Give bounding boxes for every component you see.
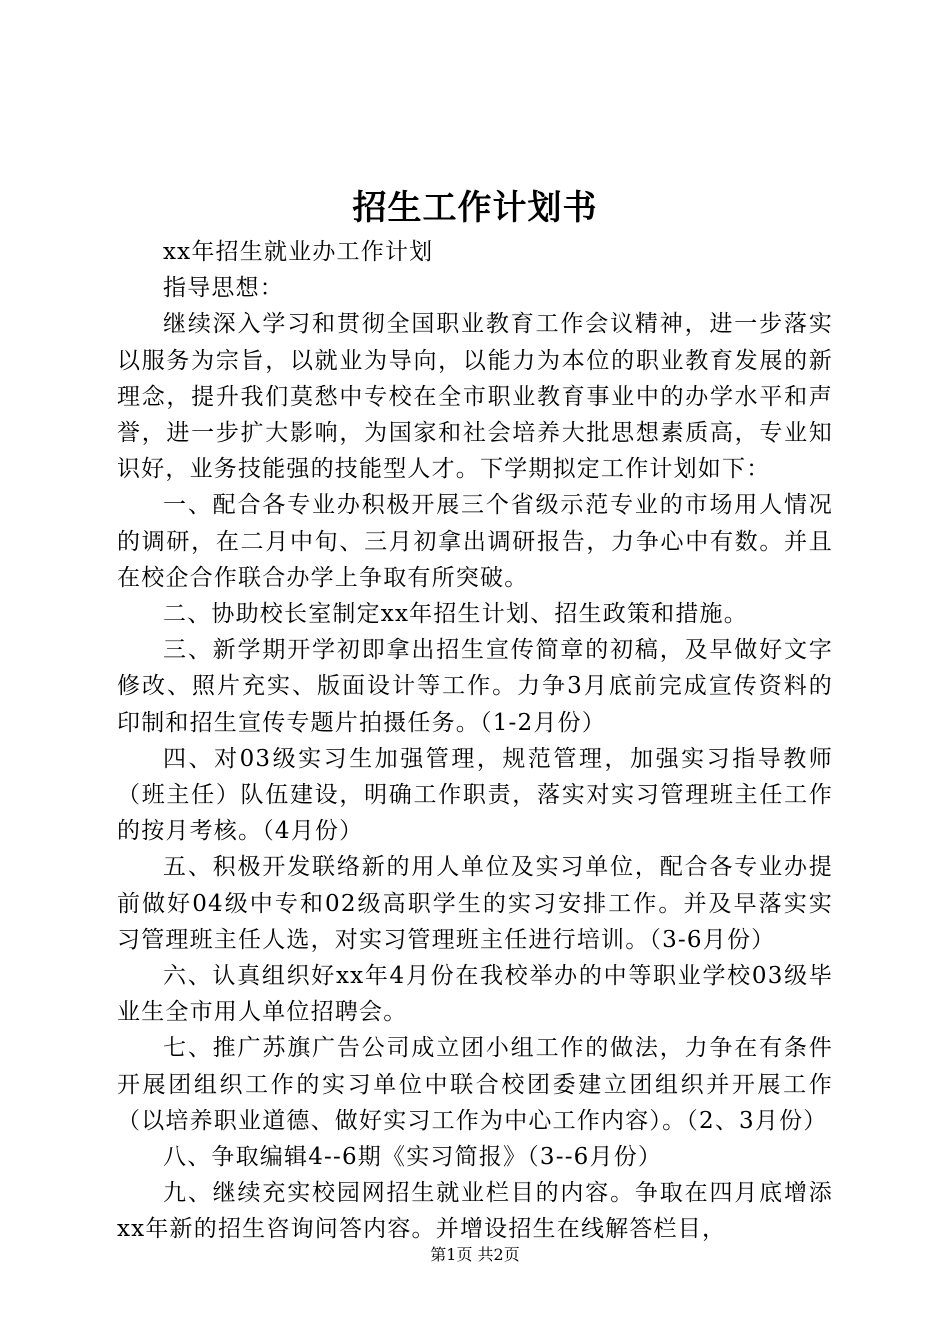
paragraph: 七、推广苏旗广告公司成立团小组工作的做法，力争在有条件开展团组织工作的实习单位中联合校团委建立团组织并开展工作（以培养职业道德、做好实习工作为中心工作内容）。（2、3月份） [117, 1035, 833, 1134]
page-footer: 第1页 共2页 [430, 1245, 520, 1264]
document-body [117, 234, 833, 1248]
document-title: 招生工作计划书 [352, 188, 598, 228]
paragraph: 指导思想： [163, 275, 284, 302]
paragraph: 三、新学期开学初即拿出招生宣传简章的初稿，及早做好文字修改、照片充实、版面设计等工作。力争3月底前完成宣传资料的印制和招生宣传专题片拍摄任务。（1-2月份） [117, 637, 833, 736]
paragraph: 二、协助校长室制定xx年招生计划、招生政策和措施。 [163, 601, 748, 628]
paragraph: 九、继续充实校园网招生就业栏目的内容。争取在四月底增添xx年新的招生咨询问答内容。并增设招生在线解答栏目， [117, 1180, 833, 1243]
paragraph: 四、对03级实习生加强管理，规范管理，加强实习指导教师（班主任）队伍建设，明确工作职责，落实对实习管理班主任工作的按月考核。（4月份） [117, 745, 833, 845]
paragraph: 一、配合各专业办积极开展三个省级示范专业的市场用人情况的调研，在二月中旬、三月初拿出调研报告，力争心中有数。并且在校企合作联合办学上争取有所突破。 [117, 492, 833, 591]
paragraph: 继续深入学习和贯彻全国职业教育工作会议精神，进一步落实以服务为宗旨，以就业为导向，以能力为本位的职业教育发展的新理念，提升我们莫愁中专校在全市职业教育事业中的办学水平和声誉，进一步扩大影响，为国家和社会培养大批思想素质高，专业知识好，业务技能强的技能型人才。下学期拟定工作计划如下： [117, 311, 833, 483]
paragraph: 五、积极开发联络新的用人单位及实习单位，配合各专业办提前做好04级中专和02级高职学生的实习安排工作。并及早落实实习管理班主任人选，对实习管理班主任进行培训。（3-6月份） [117, 854, 833, 953]
paragraph: 六、认真组织好xx年4月份在我校举办的中等职业学校03级毕业生全市用人单位招聘会。 [117, 963, 833, 1026]
paragraph: 八、争取编辑4--6期《实习简报》（3--6月份） [163, 1144, 663, 1171]
paragraph: xx年招生就业办工作计划 [163, 239, 434, 265]
